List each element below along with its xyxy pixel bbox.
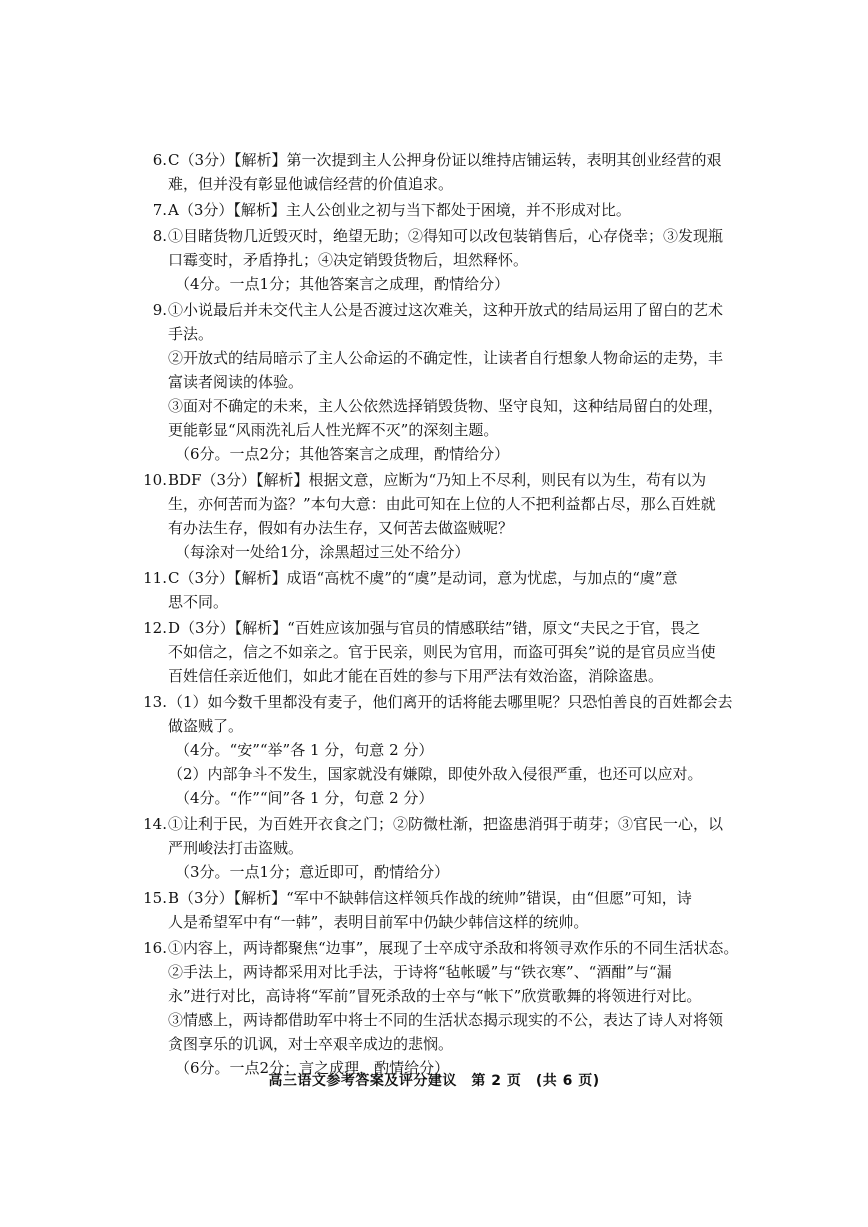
answer-line: 永”进行对比，高诗将“军前”冒死杀敌的士卒与“帐下”欣赏歌舞的将领进行对比。 bbox=[168, 987, 702, 1005]
answer-item bbox=[0, 616, 868, 688]
answer-line: 富读者阅读的体验。 bbox=[168, 373, 304, 391]
question-number: 16. bbox=[143, 939, 167, 957]
answer-item bbox=[0, 224, 868, 296]
answer-line: ③面对不确定的未来，主人公依然选择销毁货物、坚守良知，这种结局留白的处理， bbox=[168, 397, 724, 415]
answer-line: 做盗贼了。 bbox=[168, 717, 244, 735]
answer-line: 严刑峻法打击盗贼。 bbox=[168, 839, 304, 857]
answer-line: ②手法上，两诗都采用对比手法，于诗将“毡帐暖”与“铁衣寒”、“酒酣”与“漏 bbox=[168, 963, 672, 981]
answer-line: 百姓信任亲近他们，如此才能在百姓的参与下用严法有效治盗，消除盗患。 bbox=[168, 667, 664, 685]
answer-line: 更能彰显“风雨洗礼后人性光辉不灭”的深刻主题。 bbox=[168, 421, 499, 439]
question-number: 14. bbox=[143, 815, 167, 833]
scoring-note: （6分。一点2分；言之成理，酌情给分） bbox=[175, 1059, 450, 1077]
scoring-note: （4分。“安”“举”各 1 分，句意 2 分） bbox=[175, 741, 434, 759]
scoring-note: （每涂对一处给1分，涂黑超过三处不给分） bbox=[175, 543, 470, 561]
answer-line: （2）内部争斗不发生，国家就没有嫌隙，即使外敌入侵很严重，也还可以应对。 bbox=[168, 765, 703, 783]
answer-line: C（3分）【解析】第一次提到主人公押身份证以维持店铺运转，表明其创业经营的艰 bbox=[168, 151, 722, 169]
answer-line: ②开放式的结局暗示了主人公命运的不确定性，让读者自行想象人物命运的走势，丰 bbox=[168, 349, 724, 367]
answer-item bbox=[0, 690, 868, 810]
answer-line: 贪图享乐的讥讽，对士卒艰辛成边的悲悯。 bbox=[168, 1035, 454, 1053]
answer-line: 人是希望军中有“一韩”，表明目前军中仍缺少韩信这样的统帅。 bbox=[168, 913, 589, 931]
answer-list bbox=[0, 148, 868, 1082]
question-number: 8. bbox=[152, 227, 167, 245]
answer-line: ①目睹货物几近毁灭时，绝望无助；②得知可以改包装销售后，心存侥幸；③发现瓶 bbox=[168, 227, 724, 245]
answer-item bbox=[0, 468, 868, 564]
answer-item bbox=[0, 198, 868, 222]
question-number: 15. bbox=[143, 889, 167, 907]
answer-line: ①内容上，两诗都聚焦“边事”，展现了士卒成守杀敌和将领寻欢作乐的不同生活状态。 bbox=[168, 939, 739, 957]
answer-item bbox=[0, 936, 868, 1080]
answer-line: （1）如今数千里都没有麦子，他们离开的话将能去哪里呢？只恐怕善良的百姓都会去 bbox=[168, 693, 733, 711]
scoring-note: （6分。一点2分；其他答案言之成理，酌情给分） bbox=[175, 445, 510, 463]
answer-line: A（3分）【解析】主人公创业之初与当下都处于困境，并不形成对比。 bbox=[168, 201, 631, 219]
answer-line: 手法。 bbox=[168, 325, 214, 343]
answer-line: BDF（3分）【解析】根据文意，应断为“乃知上不尽利，则民有以为生，苟有以为 bbox=[168, 471, 707, 489]
answer-line: ③情感上，两诗都借助军中将士不同的生活状态揭示现实的不公，表达了诗人对将领 bbox=[168, 1011, 724, 1029]
answer-line: ①让利于民，为百姓开衣食之门；②防微杜渐，把盗患消弭于萌芽；③官民一心，以 bbox=[168, 815, 724, 833]
answer-line: D（3分）【解析】“百姓应该加强与官员的情感联结”错，原文“夫民之于官，畏之 bbox=[168, 619, 701, 637]
answer-line: 思不同。 bbox=[168, 593, 229, 611]
answer-item bbox=[0, 298, 868, 466]
answer-line: 不如信之，信之不如亲之。官于民亲，则民为官用，而盗可弭矣”说的是官员应当使 bbox=[168, 643, 716, 661]
scoring-note: （4分。一点1分；其他答案言之成理，酌情给分） bbox=[175, 275, 510, 293]
answer-line: B（3分）【解析】“军中不缺韩信这样领兵作战的统帅”错误，由“但愿”可知，诗 bbox=[168, 889, 692, 907]
answer-line: 难，但并没有彰显他诚信经营的价值追求。 bbox=[168, 175, 454, 193]
question-number: 6. bbox=[152, 151, 167, 169]
scoring-note: （4分。“作”“间”各 1 分，句意 2 分） bbox=[175, 789, 434, 807]
question-number: 13. bbox=[143, 693, 167, 711]
question-number: 7. bbox=[152, 201, 167, 219]
answer-line: C（3分）【解析】成语“高枕不虞”的“虞”是动词，意为忧虑，与加点的“虞”意 bbox=[168, 569, 678, 587]
answer-line: 生，亦何苦而为盗？”本句大意：由此可知在上位的人不把利益都占尽，那么百姓就 bbox=[168, 495, 716, 513]
question-number: 12. bbox=[143, 619, 167, 637]
scoring-note: （3分。一点1分；意近即可，酌情给分） bbox=[175, 863, 450, 881]
answer-line: ①小说最后并未交代主人公是否渡过这次难关，这种开放式的结局运用了留白的艺术 bbox=[168, 301, 724, 319]
question-number: 11. bbox=[143, 569, 167, 587]
answer-item bbox=[0, 812, 868, 884]
answer-item bbox=[0, 148, 868, 196]
answer-line: 有办法生存，假如有办法生存，又何苦去做盗贼呢？ bbox=[168, 519, 514, 537]
page-footer: 高三语文参考答案及评分建议 第 2 页 (共 6 页) bbox=[268, 1073, 600, 1089]
answer-line: 口霉变时，矛盾挣扎；④决定销毁货物后，坦然释怀。 bbox=[168, 251, 529, 269]
question-number: 10. bbox=[143, 471, 167, 489]
answer-item bbox=[0, 886, 868, 934]
answer-item bbox=[0, 566, 868, 614]
question-number: 9. bbox=[152, 301, 167, 319]
